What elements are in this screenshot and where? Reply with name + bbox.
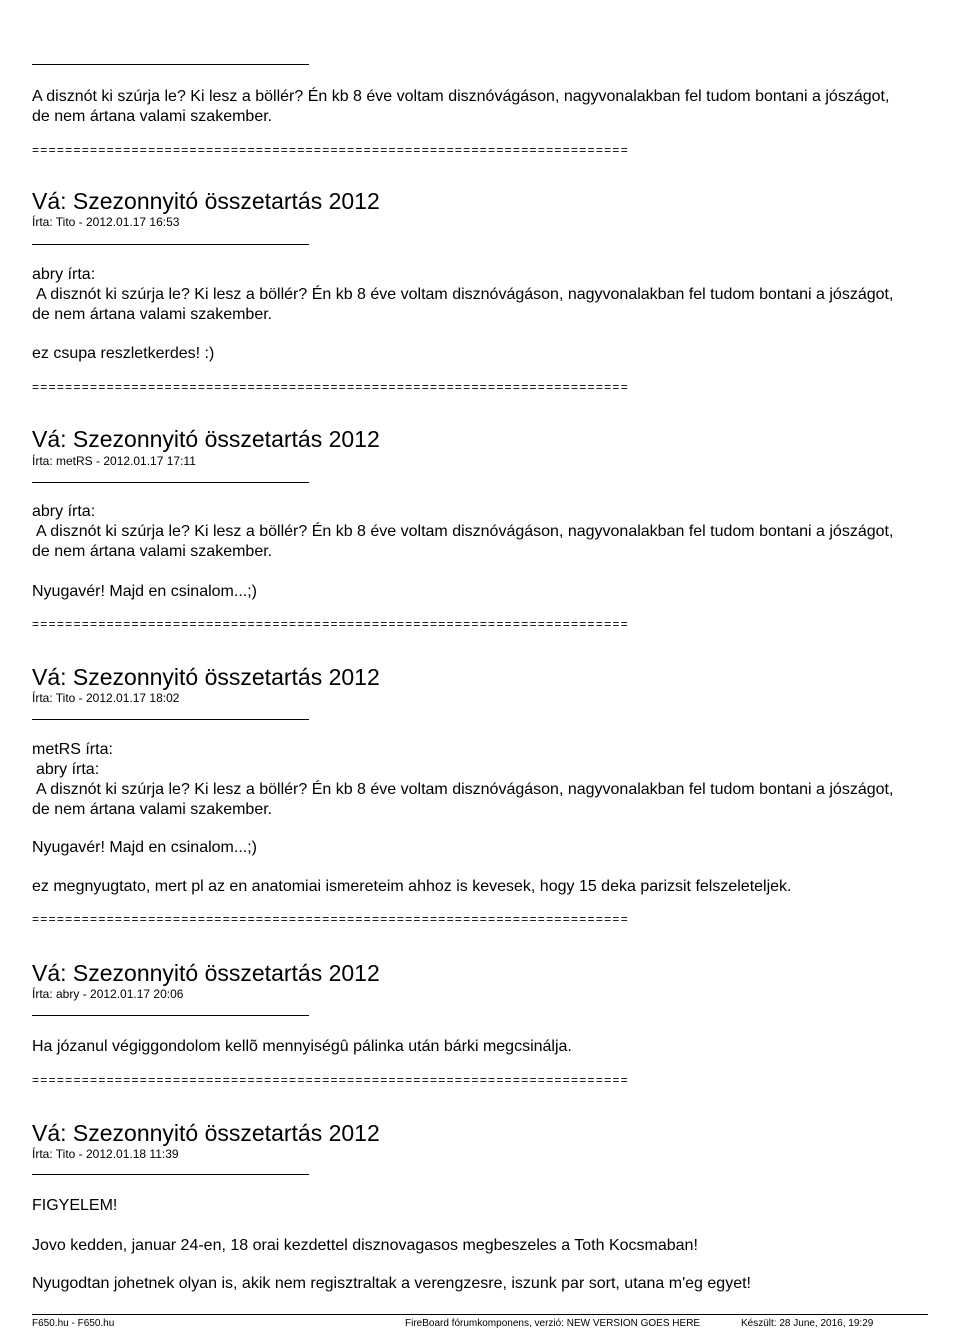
separator-line: ======================================================================== [32,143,630,157]
post-body: ez csupa reszletkerdes! :) [32,345,215,362]
separator-line: ======================================================================== [32,912,630,926]
quote-author: abry írta: [32,266,96,283]
post-title: Vá: Szezonnyitó összetartás 2012 [32,1120,380,1146]
post-body-line-3: Nyugodtan johetnek olyan is, akik nem regisztraltak a verengzesre, iszunk par sort, utana m'eg egyet! [32,1275,751,1292]
post-meta: Írta: abry - 2012.01.17 20:06 [32,987,184,1001]
intro-line-1: A disznót ki szúrja le? Ki lesz a böllér? Én kb 8 éve voltam disznóvágáson, nagyvonalakban fel tudom bontani a jószágot, [32,88,890,105]
outer-quote-author: metRS írta: [32,741,113,758]
post-divider-rule [32,244,309,245]
quote-line-2: de nem ártana valami szakember. [32,543,273,560]
quote-line-2: de nem ártana valami szakember. [32,801,273,818]
post-title: Vá: Szezonnyitó összetartás 2012 [32,426,380,452]
quote-author: abry írta: [32,503,96,520]
intro-line-2: de nem ártana valami szakember. [32,108,273,125]
post-body-line-2: Jovo kedden, januar 24-en, 18 orai kezdettel disznovagasos megbeszeles a Toth Kocsmaban! [32,1237,698,1254]
quote-line-2: de nem ártana valami szakember. [32,306,273,323]
post-divider-rule [32,64,309,65]
quote-body: Nyugavér! Majd en csinalom...;) [32,839,257,856]
separator-line: ======================================================================== [32,380,630,394]
post-title: Vá: Szezonnyitó összetartás 2012 [32,960,380,986]
post-body-line-1: FIGYELEM! [32,1197,118,1214]
post-divider-rule [32,1015,309,1016]
post-meta: Írta: Tito - 2012.01.17 18:02 [32,691,180,705]
post-body: ez megnyugtato, mert pl az en anatomiai ismereteim ahhoz is kevesek, hogy 15 deka parizsit felszeleteljek. [32,878,792,895]
quote-line-1: A disznót ki szúrja le? Ki lesz a böllér? Én kb 8 éve voltam disznóvágáson, nagyvonalakban fel tudom bontani a jószágot, [36,523,894,540]
post-title: Vá: Szezonnyitó összetartás 2012 [32,664,380,690]
footer-left: F650.hu - F650.hu [32,1318,115,1329]
footer-right: Készült: 28 June, 2016, 19:29 [741,1318,874,1329]
post-meta: Írta: metRS - 2012.01.17 17:11 [32,454,196,468]
separator-line: ======================================================================== [32,1073,630,1087]
post-meta: Írta: Tito - 2012.01.18 11:39 [32,1147,179,1161]
post-title: Vá: Szezonnyitó összetartás 2012 [32,188,380,214]
post-body: Nyugavér! Majd en csinalom...;) [32,583,257,600]
post-divider-rule [32,482,309,483]
post-body: Ha józanul végiggondolom kellõ mennyiségû pálinka után bárki megcsinálja. [32,1038,572,1055]
footer-rule [32,1314,928,1315]
quote-line-1: A disznót ki szúrja le? Ki lesz a böllér? Én kb 8 éve voltam disznóvágáson, nagyvonalakban fel tudom bontani a jószágot, [36,781,894,798]
post-meta: Írta: Tito - 2012.01.17 16:53 [32,215,180,229]
separator-line: ======================================================================== [32,617,630,631]
quote-author: abry írta: [36,761,100,778]
quote-line-1: A disznót ki szúrja le? Ki lesz a böllér? Én kb 8 éve voltam disznóvágáson, nagyvonalakban fel tudom bontani a jószágot, [36,286,894,303]
post-divider-rule [32,719,309,720]
post-divider-rule [32,1174,309,1175]
footer-center: FireBoard fórumkomponens, verzió: NEW VERSION GOES HERE [405,1318,701,1329]
